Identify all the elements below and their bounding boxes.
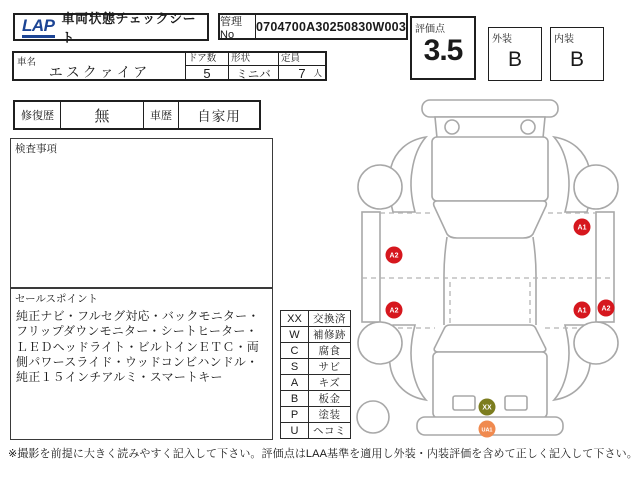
legend-code: B: [281, 391, 309, 407]
exterior-score-value: B: [507, 48, 522, 71]
sales-points-text: 純正ナビ・フルセグ対応・バックモニター・フリップダウンモニター・シートヒーター・ＬＥＤヘッドライト・ビルトインＥＴＣ・両側パワースライド・ウッドコンビハンドル・純正１５インチアルミ・スマートキー: [16, 309, 260, 385]
legend-label: 塗装: [309, 407, 351, 423]
vehicle-name-value: エスクァイア: [48, 64, 151, 80]
front-right-wheel: [574, 165, 618, 209]
interior-score-box: [550, 27, 604, 81]
overall-score-value: 3.5: [423, 34, 463, 67]
car-top-view-diagram: [355, 85, 640, 440]
legend-label: ヘコミ: [309, 423, 351, 439]
svg-text:XX: XX: [482, 404, 492, 412]
legend-code: W: [281, 327, 309, 343]
front-left-wheel: [358, 165, 402, 209]
repair-history-value: 無: [61, 102, 144, 128]
legend-label: 交換済: [309, 311, 351, 327]
damage-legend-table: [280, 310, 351, 439]
legend-code: U: [281, 423, 309, 439]
legend-code: S: [281, 359, 309, 375]
doors-value: 5: [203, 66, 211, 81]
interior-score-value: B: [569, 48, 584, 71]
legend-label: 補修跡: [309, 327, 351, 343]
vehicle-name-label: 車名: [17, 57, 37, 68]
damage-marker-a1: [574, 302, 591, 319]
lap-logo: LAP: [22, 17, 55, 38]
legend-row: [281, 311, 351, 327]
damage-legend-body: [281, 311, 351, 439]
sales-points-box: [10, 288, 273, 440]
legend-code: XX: [281, 311, 309, 327]
damage-marker-a1: [574, 219, 591, 236]
left-sill: [362, 212, 380, 322]
history-row: [13, 100, 261, 130]
damage-marker-xx: [479, 399, 496, 416]
legend-row: [281, 359, 351, 375]
legend-row: [281, 327, 351, 343]
exterior-score-box: [488, 27, 542, 81]
management-number-value: 0704700A30250830W003: [256, 19, 406, 34]
car-outline: [357, 100, 614, 435]
body-shape-cell: [229, 53, 279, 79]
legend-label: キズ: [309, 375, 351, 391]
interior-score-label: 内装: [554, 34, 574, 45]
legend-code: A: [281, 375, 309, 391]
doors-cell: [186, 53, 229, 79]
spare-wheel: [357, 401, 389, 433]
vehicle-info-row: [12, 51, 327, 81]
front-bumper: [422, 100, 558, 117]
inspection-items-box: [10, 138, 273, 288]
legend-label: サビ: [309, 359, 351, 375]
capacity-value: 7: [298, 66, 306, 81]
legend-row: [281, 375, 351, 391]
damage-marker-a2: [386, 302, 403, 319]
body-shape-label: 形状: [229, 53, 278, 66]
rear-window: [434, 325, 546, 352]
inspection-items-label: 検査事項: [15, 143, 57, 155]
footer-note: ※撮影を前提に大きく読みやすく記入して下さい。評価点はLAA基準を適用し外装・内装評価を含めて正しく記入して下さい。: [8, 448, 638, 460]
rear-left-wheel: [358, 322, 402, 364]
legend-row: [281, 407, 351, 423]
management-number-label: 管理No: [220, 15, 256, 38]
management-number-box: [218, 13, 408, 40]
exterior-score-label: 外装: [492, 34, 512, 45]
overall-score-box: [410, 16, 476, 80]
legend-code: C: [281, 343, 309, 359]
overall-score-label: 評価点: [415, 24, 445, 35]
doors-label: ドア数: [186, 53, 228, 66]
rear-right-wheel: [574, 322, 618, 364]
capacity-label: 定員: [279, 53, 325, 66]
windshield: [434, 201, 547, 238]
capacity-cell: [279, 53, 325, 79]
logo-title-box: [13, 11, 209, 45]
usage-history-label: 車歴: [144, 102, 179, 128]
svg-text:A1: A1: [577, 307, 587, 315]
svg-text:A2: A2: [389, 252, 399, 260]
hood: [432, 137, 548, 201]
svg-text:A2: A2: [601, 305, 611, 313]
damage-marker-a2: [386, 247, 403, 264]
body-shape-value: ミニバ: [236, 69, 271, 81]
legend-code: P: [281, 407, 309, 423]
damage-marker-ua1: [479, 421, 496, 438]
legend-row: [281, 423, 351, 439]
legend-row: [281, 391, 351, 407]
repair-history-label: 修復歴: [15, 102, 61, 128]
legend-label: 腐食: [309, 343, 351, 359]
legend-label: 板金: [309, 391, 351, 407]
roof-left-edge: [444, 237, 447, 325]
usage-history-value: 自家用: [197, 109, 241, 124]
damage-marker-a2: [598, 300, 615, 317]
roof-right-edge: [533, 237, 536, 325]
vehicle-name-cell: [14, 53, 186, 79]
svg-text:UA1: UA1: [481, 427, 493, 434]
sheet-title: 車両状態チェックシート: [61, 11, 197, 45]
svg-text:A2: A2: [389, 307, 399, 315]
sales-points-label: セールスポイント: [15, 293, 99, 305]
capacity-unit: 人: [313, 68, 322, 78]
legend-row: [281, 343, 351, 359]
svg-text:A1: A1: [577, 224, 587, 232]
